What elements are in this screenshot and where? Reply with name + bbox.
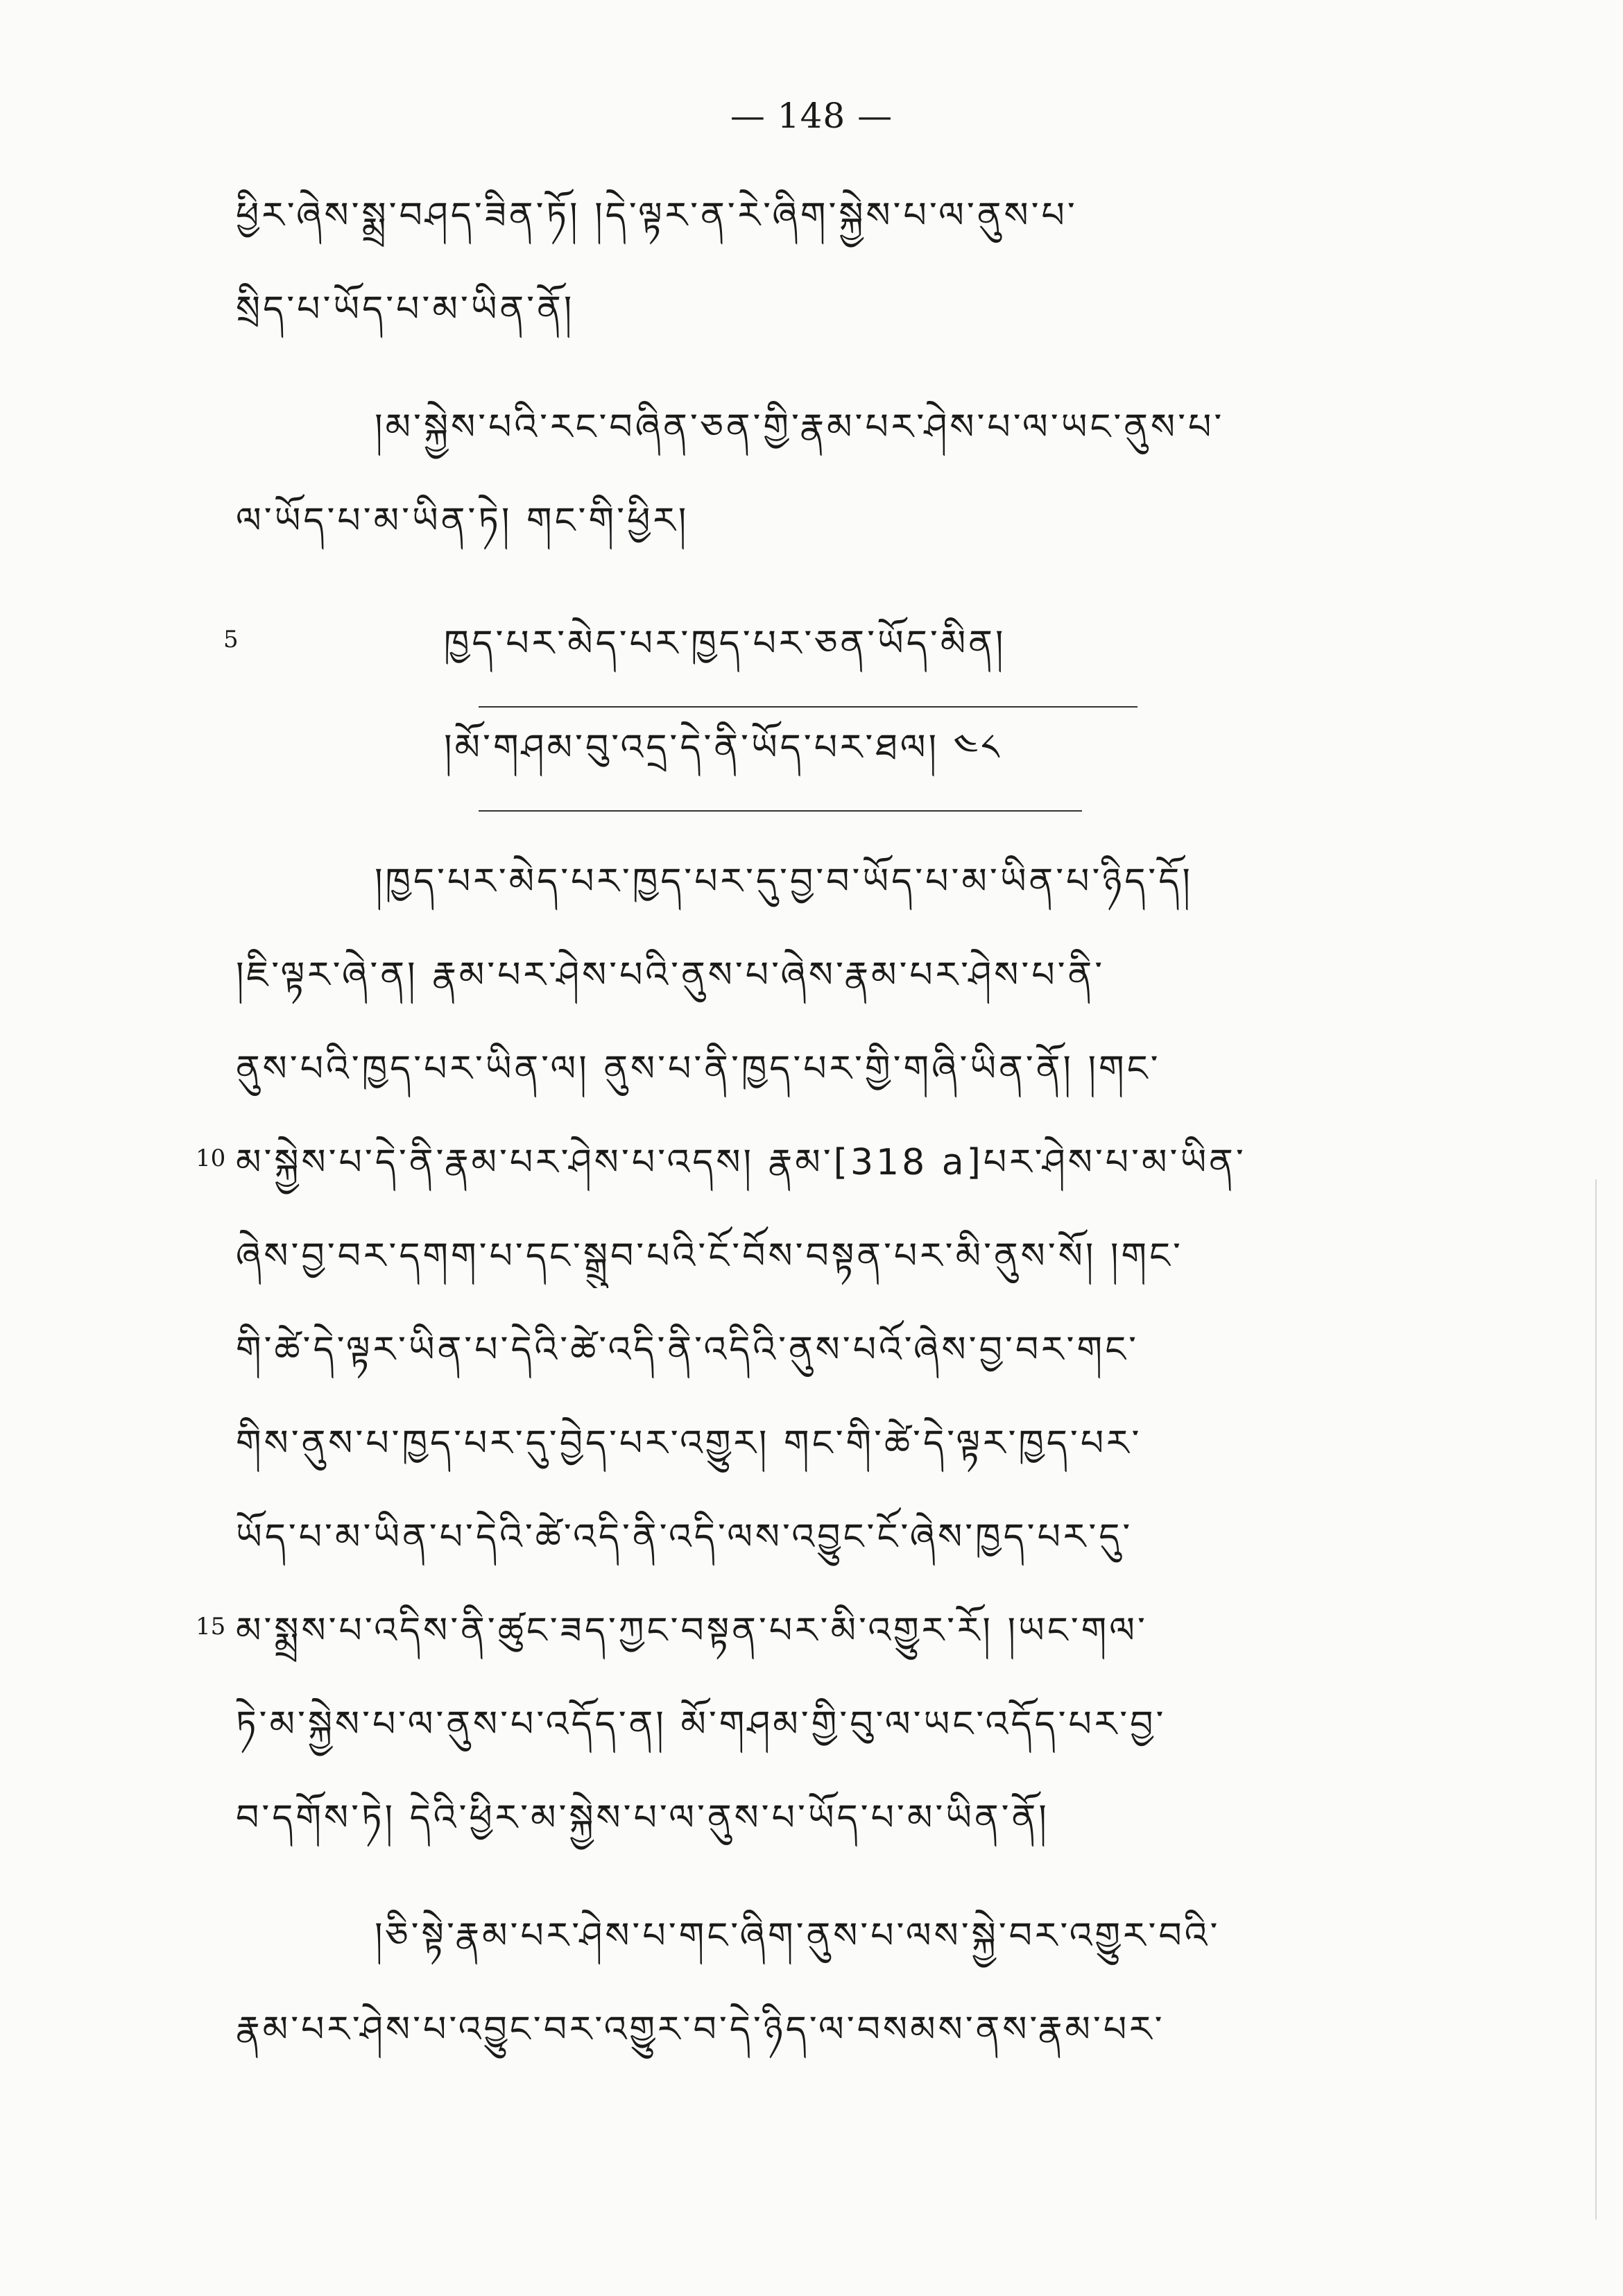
- text-line: རྣམ་པར་ཤེས་པ་འབྱུང་བར་འགྱུར་བ་དེ་ཉིད་ལ་བསམས་ནས་རྣམ་པར་: [236, 2009, 1165, 2050]
- text-line: ཏེ་མ་སྐྱེས་པ་ལ་ནུས་པ་འདོད་ན། མོ་གཤམ་གྱི་བུ་ལ་ཡང་འདོད་པར་བྱ་: [236, 1704, 1167, 1745]
- text-line: བ་དགོས་ཏེ། དེའི་ཕྱིར་མ་སྐྱེས་པ་ལ་ནུས་པ་ཡོད་པ་མ་ཡིན་ནོ།: [236, 1797, 1049, 1839]
- verse-line: ཁྱད་པར་མེད་པར་ཁྱད་པར་ཅན་ཡོད་མིན།: [444, 623, 1006, 665]
- verse-line: །མོ་གཤམ་བུ་འདྲ་དེ་ནི་ཡོད་པར་ཐལ། ༤༨: [444, 727, 1002, 769]
- text-line: གིས་ནུས་པ་ཁྱད་པར་དུ་བྱེད་པར་འགྱུར། གང་གི་ཚེ་དེ་ལྟར་ཁྱད་པར་: [236, 1423, 1142, 1464]
- text-line: །ཁྱད་པར་མེད་པར་ཁྱད་པར་དུ་བྱ་བ་ཡོད་པ་མ་ཡིན་པ་ཉིད་དོ།: [375, 861, 1193, 902]
- text-line: །མ་སྐྱེས་པའི་རང་བཞིན་ཅན་གྱི་རྣམ་པར་ཤེས་པ་ལ་ཡང་ནུས་པ་: [375, 406, 1225, 448]
- line-number-5: 5: [223, 626, 239, 653]
- text-line: སྲིད་པ་ཡོད་པ་མ་ཡིན་ནོ།: [236, 289, 575, 330]
- text-line: ཞེས་བྱ་བར་དགག་པ་དང་སྒྲུབ་པའི་ངོ་བོས་བསྟན་པར་མི་ནུས་སོ། །གང་: [236, 1235, 1183, 1277]
- text-line: ལ་ཡོད་པ་མ་ཡིན་ཏེ། གང་གི་ཕྱིར།: [236, 500, 689, 542]
- line-number-10: 10: [196, 1145, 226, 1172]
- text-line: མ་སྐྱེས་པ་དེ་ནི་རྣམ་པར་ཤེས་པ་འདས། རྣམ་[318 a]པར་ཤེས་པ་མ་ཡིན་: [236, 1142, 1246, 1183]
- verse-underline: [479, 810, 1082, 812]
- line-number-15: 15: [196, 1613, 226, 1640]
- text-line: །ཅི་སྟེ་རྣམ་པར་ཤེས་པ་གང་ཞིག་ནུས་པ་ལས་སྐྱེ་བར་འགྱུར་བའི་: [375, 1915, 1221, 1957]
- text-line: ཕྱིར་ཞེས་སྨྲ་བཤད་ཟིན་ཏོ། །དེ་ལྟར་ན་རེ་ཞིག་སྐྱེས་པ་ལ་ནུས་པ་: [236, 195, 1078, 237]
- text-line: མ་སྨྲས་པ་འདིས་ནི་ཚུང་ཟད་ཀྱང་བསྟན་པར་མི་འགྱུར་རོ། །ཡང་གལ་: [236, 1610, 1148, 1652]
- text-line: གི་ཚེ་དེ་ལྟར་ཡིན་པ་དེའི་ཚེ་འདི་ནི་འདིའི་ནུས་པའོ་ཞེས་བྱ་བར་གང་: [236, 1329, 1140, 1371]
- verse-underline: [479, 706, 1137, 708]
- page-number: — 148 —: [730, 96, 893, 136]
- scan-margin-line: [1595, 1179, 1597, 2220]
- text-line: །ཇི་ལྟར་ཞེ་ན། རྣམ་པར་ཤེས་པའི་ནུས་པ་ཞེས་རྣམ་པར་ཤེས་པ་ནི་: [236, 954, 1106, 996]
- text-line: ཡོད་པ་མ་ཡིན་པ་དེའི་ཚེ་འདི་ནི་འདི་ལས་འབྱུང་ངོ་ཞེས་ཁྱད་པར་དུ་: [236, 1516, 1133, 1558]
- text-line: ནུས་པའི་ཁྱད་པར་ཡིན་ལ། ནུས་པ་ནི་ཁྱད་པར་གྱི་གཞི་ཡིན་ནོ། །གང་: [236, 1048, 1161, 1090]
